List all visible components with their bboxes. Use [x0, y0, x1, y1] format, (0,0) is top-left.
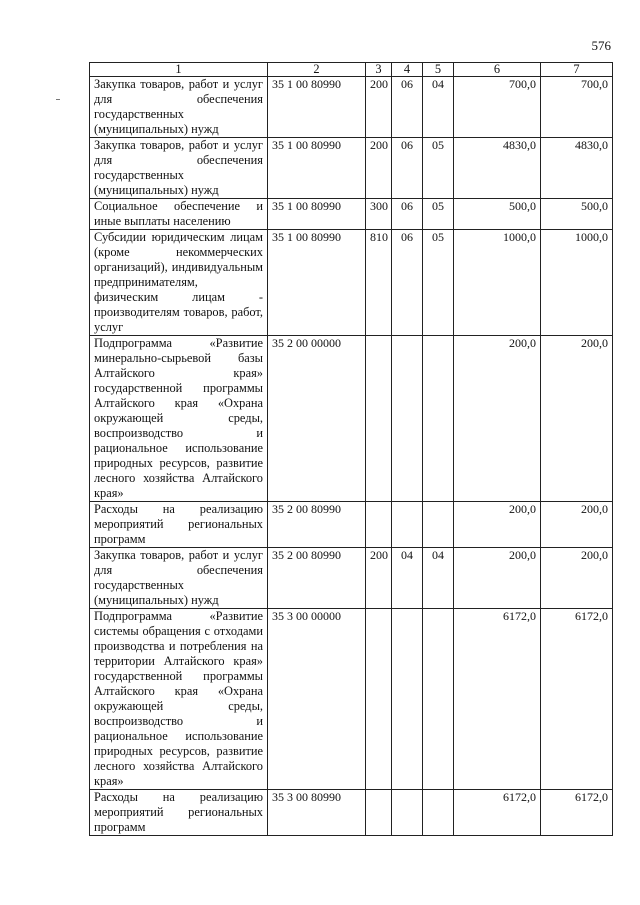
row-col5 [423, 790, 454, 836]
column-header-3: 3 [366, 63, 392, 77]
column-header-6: 6 [454, 63, 541, 77]
column-header-5: 5 [423, 63, 454, 77]
row-col6: 200,0 [454, 336, 541, 502]
column-header-2: 2 [268, 63, 366, 77]
row-col5: 04 [423, 77, 454, 138]
row-name: Расходы на реализацию мероприятий региональных программ [90, 502, 268, 548]
row-col6: 6172,0 [454, 609, 541, 790]
row-col5 [423, 609, 454, 790]
row-col5 [423, 502, 454, 548]
table-row [90, 548, 613, 609]
row-col5: 05 [423, 230, 454, 336]
row-col3: 200 [366, 548, 392, 609]
row-name: Социальное обеспечение и иные выплаты населению [90, 199, 268, 230]
table-row [90, 138, 613, 199]
budget-table [89, 62, 613, 836]
row-col7: 1000,0 [541, 230, 613, 336]
table-row [90, 230, 613, 336]
row-col3: 200 [366, 77, 392, 138]
row-col4: 06 [392, 199, 423, 230]
table-row [90, 77, 613, 138]
row-col6: 500,0 [454, 199, 541, 230]
row-name: Субсидии юридическим лицам (кроме некоммерческих организаций), индивидуальным предпринимателям, физическим лицам - производителям товаров, работ, услуг [90, 230, 268, 336]
row-name: Расходы на реализацию мероприятий региональных программ [90, 790, 268, 836]
row-code: 35 2 00 80990 [268, 502, 366, 548]
row-col7: 6172,0 [541, 609, 613, 790]
row-code: 35 1 00 80990 [268, 77, 366, 138]
column-header-1: 1 [90, 63, 268, 77]
row-col5: 04 [423, 548, 454, 609]
header-row [90, 63, 613, 77]
row-col4: 06 [392, 138, 423, 199]
row-col7: 6172,0 [541, 790, 613, 836]
row-code: 35 3 00 80990 [268, 790, 366, 836]
row-col6: 4830,0 [454, 138, 541, 199]
row-name: Подпрограмма «Развитие системы обращения с отходами производства и потребления на территории Алтайского края» государственной программы Алтайского края «Охрана окружающей среды, воспроизводство и рациональное использование природных ресурсов, развитие лесного хозяйства Алтайского края» [90, 609, 268, 790]
row-code: 35 2 00 00000 [268, 336, 366, 502]
row-col7: 4830,0 [541, 138, 613, 199]
row-col4: 04 [392, 548, 423, 609]
row-col3 [366, 790, 392, 836]
row-name: Закупка товаров, работ и услуг для обеспечения государственных (муниципальных) нужд [90, 548, 268, 609]
table-row [90, 790, 613, 836]
column-header-7: 7 [541, 63, 613, 77]
scan-speck [56, 99, 60, 100]
row-col5 [423, 336, 454, 502]
table-row [90, 336, 613, 502]
row-col7: 200,0 [541, 502, 613, 548]
row-col5: 05 [423, 199, 454, 230]
row-col3: 200 [366, 138, 392, 199]
row-col4 [392, 609, 423, 790]
row-col5: 05 [423, 138, 454, 199]
row-name: Подпрограмма «Развитие минерально-сырьевой базы Алтайского края» государственной программы Алтайского края «Охрана окружающей среды, воспроизводство и рациональное использование природных ресурсов, развитие лесного хозяйства Алтайского края» [90, 336, 268, 502]
row-code: 35 2 00 80990 [268, 548, 366, 609]
row-col4 [392, 502, 423, 548]
row-col4: 06 [392, 230, 423, 336]
row-code: 35 1 00 80990 [268, 138, 366, 199]
row-col4: 06 [392, 77, 423, 138]
table-row [90, 199, 613, 230]
row-code: 35 1 00 80990 [268, 199, 366, 230]
row-col3: 300 [366, 199, 392, 230]
row-col7: 200,0 [541, 548, 613, 609]
table-row [90, 502, 613, 548]
row-code: 35 1 00 80990 [268, 230, 366, 336]
row-col6: 700,0 [454, 77, 541, 138]
row-col4 [392, 336, 423, 502]
row-col7: 700,0 [541, 77, 613, 138]
row-code: 35 3 00 00000 [268, 609, 366, 790]
column-header-4: 4 [392, 63, 423, 77]
page-number: 576 [591, 38, 611, 53]
row-name: Закупка товаров, работ и услуг для обеспечения государственных (муниципальных) нужд [90, 77, 268, 138]
row-col4 [392, 790, 423, 836]
row-col7: 200,0 [541, 336, 613, 502]
row-col6: 200,0 [454, 502, 541, 548]
row-col7: 500,0 [541, 199, 613, 230]
table-row [90, 609, 613, 790]
row-col6: 1000,0 [454, 230, 541, 336]
row-col6: 200,0 [454, 548, 541, 609]
row-col3: 810 [366, 230, 392, 336]
row-col3 [366, 609, 392, 790]
row-col3 [366, 336, 392, 502]
row-col3 [366, 502, 392, 548]
row-name: Закупка товаров, работ и услуг для обеспечения государственных (муниципальных) нужд [90, 138, 268, 199]
row-col6: 6172,0 [454, 790, 541, 836]
